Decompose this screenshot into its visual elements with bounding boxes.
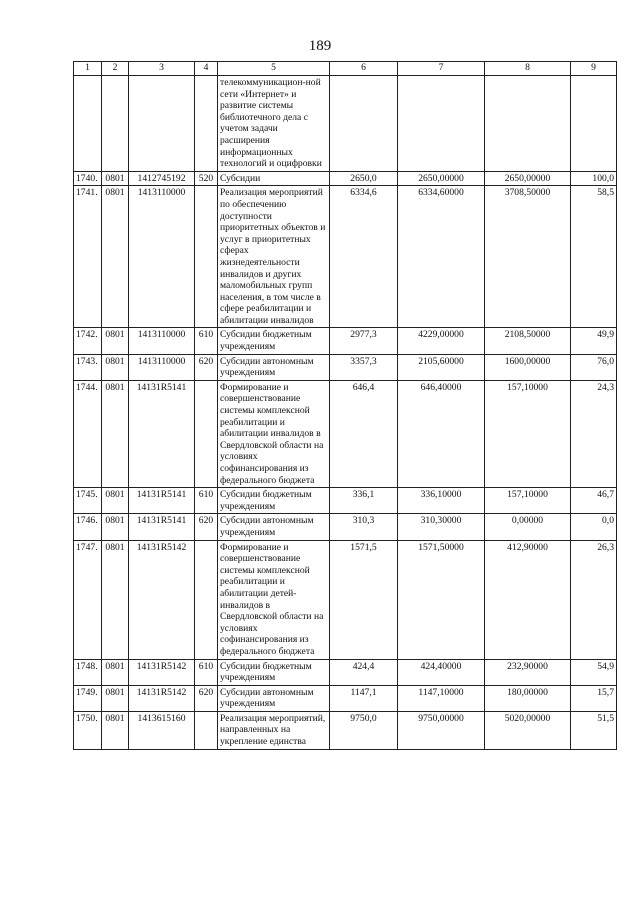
cell-target-code: 1413110000: [129, 354, 195, 380]
cell-value-6: 336,1: [330, 488, 398, 514]
column-header: 4: [195, 62, 218, 76]
cell-section-code: 0801: [102, 514, 129, 540]
table-row: [74, 354, 617, 380]
cell-name: телекоммуникацион-ной сети «Интернет» и развитие системы библиотечного дела с учетом задачи расширения информационных технологий и оцифровки: [218, 76, 330, 172]
cell-row-number: 1741.: [74, 186, 102, 328]
cell-percent: 76,0: [571, 354, 617, 380]
cell-target-code: [129, 76, 195, 172]
cell-value-8: 157,10000: [485, 380, 571, 487]
cell-name: Реализация мероприятий, направленных на укрепление единства: [218, 711, 330, 749]
cell-value-6: 9750,0: [330, 711, 398, 749]
cell-target-code: 1413110000: [129, 328, 195, 354]
cell-name: Субсидии автономным учреждениям: [218, 514, 330, 540]
cell-value-8: 2108,50000: [485, 328, 571, 354]
cell-percent: 0,0: [571, 514, 617, 540]
budget-table: [73, 61, 617, 750]
cell-expense-type: 620: [195, 685, 218, 711]
cell-value-6: 3357,3: [330, 354, 398, 380]
cell-section-code: 0801: [102, 186, 129, 328]
cell-value-7: 310,30000: [398, 514, 485, 540]
column-header: 9: [571, 62, 617, 76]
cell-name: Формирование и совершенствование системы комплексной реабилитации и абилитации инвалидов в Свердловской области на условиях софинансирования из федерального бюджета: [218, 380, 330, 487]
table-row: [74, 76, 617, 172]
cell-value-8: 232,90000: [485, 659, 571, 685]
cell-row-number: 1740.: [74, 171, 102, 186]
cell-value-6: 2650,0: [330, 171, 398, 186]
table-row: [74, 540, 617, 659]
cell-section-code: 0801: [102, 540, 129, 659]
cell-value-8: 5020,00000: [485, 711, 571, 749]
cell-percent: 58,5: [571, 186, 617, 328]
table-row: [74, 328, 617, 354]
cell-expense-type: 610: [195, 659, 218, 685]
table-row: [74, 380, 617, 487]
cell-value-8: 2650,00000: [485, 171, 571, 186]
cell-row-number: 1747.: [74, 540, 102, 659]
cell-target-code: 14131R5142: [129, 659, 195, 685]
cell-value-6: 1147,1: [330, 685, 398, 711]
cell-value-6: 646,4: [330, 380, 398, 487]
cell-expense-type: [195, 711, 218, 749]
cell-section-code: 0801: [102, 171, 129, 186]
cell-section-code: [102, 76, 129, 172]
cell-value-7: 4229,00000: [398, 328, 485, 354]
cell-section-code: 0801: [102, 328, 129, 354]
table-row: [74, 488, 617, 514]
cell-expense-type: 520: [195, 171, 218, 186]
cell-name: Реализация мероприятий по обеспечению доступности приоритетных объектов и услуг в приоритетных сферах жизнедеятельности инвалидов и других маломобильных групп населения, в том числе в сфере реабилитации и абилитации инвалидов: [218, 186, 330, 328]
cell-expense-type: [195, 540, 218, 659]
cell-value-8: 412,90000: [485, 540, 571, 659]
cell-row-number: 1745.: [74, 488, 102, 514]
table-row: [74, 514, 617, 540]
cell-percent: 26,3: [571, 540, 617, 659]
cell-percent: 100,0: [571, 171, 617, 186]
cell-value-8: 3708,50000: [485, 186, 571, 328]
cell-value-7: 424,40000: [398, 659, 485, 685]
table-row: [74, 685, 617, 711]
table-row: [74, 659, 617, 685]
cell-value-7: [398, 76, 485, 172]
cell-value-8: 1600,00000: [485, 354, 571, 380]
cell-percent: 46,7: [571, 488, 617, 514]
cell-expense-type: 620: [195, 514, 218, 540]
cell-value-8: 0,00000: [485, 514, 571, 540]
cell-target-code: 14131R5142: [129, 540, 195, 659]
cell-value-7: 646,40000: [398, 380, 485, 487]
cell-target-code: 1413615160: [129, 711, 195, 749]
cell-value-6: [330, 76, 398, 172]
column-header: 6: [330, 62, 398, 76]
header-row: [74, 62, 617, 76]
cell-name: Субсидии: [218, 171, 330, 186]
cell-value-7: 2105,60000: [398, 354, 485, 380]
cell-percent: 54,9: [571, 659, 617, 685]
cell-value-6: 6334,6: [330, 186, 398, 328]
cell-expense-type: [195, 76, 218, 172]
cell-percent: [571, 76, 617, 172]
cell-name: Субсидии бюджетным учреждениям: [218, 488, 330, 514]
column-header: 1: [74, 62, 102, 76]
cell-value-6: 1571,5: [330, 540, 398, 659]
cell-row-number: 1749.: [74, 685, 102, 711]
table-row: [74, 186, 617, 328]
page-number: 189: [308, 38, 332, 54]
cell-target-code: 14131R5141: [129, 514, 195, 540]
cell-section-code: 0801: [102, 488, 129, 514]
cell-section-code: 0801: [102, 685, 129, 711]
cell-expense-type: 610: [195, 488, 218, 514]
cell-row-number: 1746.: [74, 514, 102, 540]
cell-name: Формирование и совершенствование системы комплексной реабилитации и абилитации детей-инвалидов в Свердловской области на условиях софинансирования из федерального бюджета: [218, 540, 330, 659]
column-header: 8: [485, 62, 571, 76]
cell-expense-type: [195, 380, 218, 487]
cell-target-code: 1413110000: [129, 186, 195, 328]
cell-value-8: [485, 76, 571, 172]
cell-value-8: 180,00000: [485, 685, 571, 711]
cell-target-code: 14131R5141: [129, 380, 195, 487]
cell-section-code: 0801: [102, 354, 129, 380]
cell-name: Субсидии бюджетным учреждениям: [218, 659, 330, 685]
cell-value-7: 9750,00000: [398, 711, 485, 749]
cell-value-6: 2977,3: [330, 328, 398, 354]
cell-row-number: 1742.: [74, 328, 102, 354]
cell-expense-type: [195, 186, 218, 328]
cell-section-code: 0801: [102, 711, 129, 749]
cell-percent: 24,3: [571, 380, 617, 487]
cell-value-8: 157,10000: [485, 488, 571, 514]
cell-value-6: 424,4: [330, 659, 398, 685]
column-header: 5: [218, 62, 330, 76]
cell-row-number: 1748.: [74, 659, 102, 685]
table-row: [74, 171, 617, 186]
cell-target-code: 14131R5141: [129, 488, 195, 514]
cell-percent: 49,9: [571, 328, 617, 354]
cell-value-7: 1571,50000: [398, 540, 485, 659]
cell-value-7: 2650,00000: [398, 171, 485, 186]
cell-row-number: [74, 76, 102, 172]
cell-value-7: 1147,10000: [398, 685, 485, 711]
cell-section-code: 0801: [102, 380, 129, 487]
cell-value-6: 310,3: [330, 514, 398, 540]
cell-expense-type: 620: [195, 354, 218, 380]
cell-target-code: 14131R5142: [129, 685, 195, 711]
cell-value-7: 336,10000: [398, 488, 485, 514]
cell-expense-type: 610: [195, 328, 218, 354]
cell-section-code: 0801: [102, 659, 129, 685]
column-header: 7: [398, 62, 485, 76]
cell-name: Субсидии автономным учреждениям: [218, 354, 330, 380]
cell-name: Субсидии автономным учреждениям: [218, 685, 330, 711]
cell-value-7: 6334,60000: [398, 186, 485, 328]
cell-target-code: 1412745192: [129, 171, 195, 186]
column-header: 2: [102, 62, 129, 76]
cell-percent: 15,7: [571, 685, 617, 711]
cell-row-number: 1750.: [74, 711, 102, 749]
column-header: 3: [129, 62, 195, 76]
cell-percent: 51,5: [571, 711, 617, 749]
table-row: [74, 711, 617, 749]
cell-row-number: 1744.: [74, 380, 102, 487]
cell-row-number: 1743.: [74, 354, 102, 380]
cell-name: Субсидии бюджетным учреждениям: [218, 328, 330, 354]
